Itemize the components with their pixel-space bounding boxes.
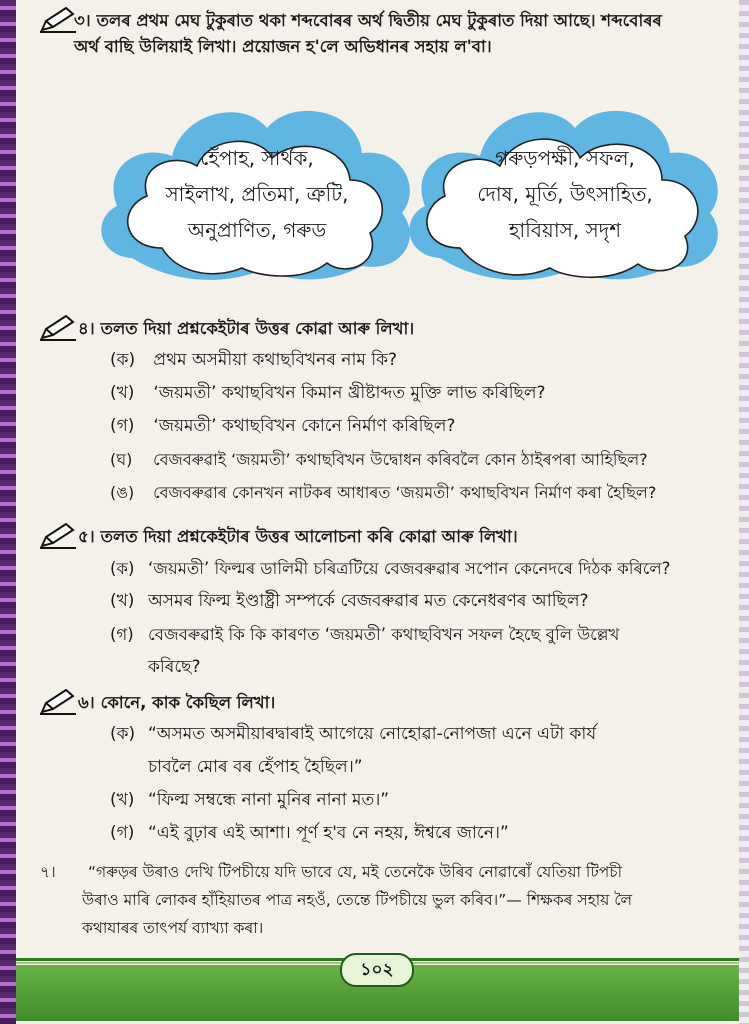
word-cloud-1: [92, 88, 422, 288]
cloud-2-line-2: দোষ, মূৰ্তি, উৎসাহিত,: [477, 182, 653, 206]
question-number: ৬।: [78, 693, 95, 712]
list-item: (ক) ‘জয়মতী’ ফিল্মৰ ডালিমী চৰিত্ৰটিয়ে বেজবৰুৱাৰ সপোন কেনেদৰে দিঠক কৰিলে?: [110, 559, 671, 578]
page-number: ১০২: [340, 953, 414, 987]
list-item: (খ) “ফিল্ম সম্বন্ধে নানা মুনিৰ নানা মত।”: [110, 790, 390, 810]
list-item: চাবলৈ মোৰ বৰ হেঁপাহ হৈছিল।”: [148, 757, 363, 777]
instruction-line-2: অৰ্থ বাছি উলিয়াই লিখা। প্ৰয়োজন হ'লে অভিধানৰ সহায় ল'বা।: [74, 37, 492, 56]
list-item: (খ) অসমৰ ফিল্ম ইণ্ডাষ্ট্ৰী সম্পৰ্কে বেজবৰুৱাৰ মত কেনেধৰণৰ আছিল?: [110, 591, 589, 611]
list-item: (ক) “অসমত অসমীয়াৰদ্বাৰাই আগেয়ে নোহোৱা-নোপজা এনে এটা কাৰ্য: [110, 724, 597, 744]
binding-spine-left: [0, 0, 16, 1024]
pencil-icon: [38, 314, 78, 342]
question-6: [38, 690, 731, 850]
pencil-icon: [38, 522, 78, 550]
question-heading: কোনে, কাক কৈছিল লিখা।: [100, 693, 276, 712]
cloud-1-line-1: হেঁপাহ, সাৰ্থক,: [200, 146, 314, 170]
q7-line-2: উৰাও মাৰি লোকৰ হাঁহিয়াতৰ পাত্ৰ নহওঁ, তেন্তে টিপচীয়ে ভুল কৰিব।”— শিক্ষকৰ সহায় লৈ: [82, 891, 633, 909]
question-heading: তলত দিয়া প্ৰশ্নকেইটাৰ উত্তৰ কোৱা আৰু লিখা।: [100, 319, 415, 338]
q7-line-1: “গৰুড়ৰ উৰাও দেখি টিপচীয়ে যদি ভাবে যে, মই তেনেকৈ উৰিব নোৱাৰোঁ যেতিয়া টিপচী: [88, 863, 623, 881]
question-4: [38, 316, 731, 509]
question-number: ৫।: [78, 527, 95, 546]
question-5: [38, 524, 731, 684]
question-number: ৩।: [74, 11, 91, 30]
list-item: (গ) “এই বুঢ়াৰ এই আশা। পূৰ্ণ হ'ব নে নহয়, ঈশ্বৰে জানে।”: [110, 823, 509, 843]
q7-line-3: কথাযাৰৰ তাৎপৰ্য ব্যাখ্যা কৰা।: [82, 919, 264, 937]
cloud-2-line-1: গৰুড়পক্ষী, সফল,: [495, 146, 635, 170]
instruction-line-1: তলৰ প্ৰথম মেঘ টুকুৰাত থকা শব্দবোৰৰ অৰ্থ দ্বিতীয় মেঘ টুকুৰাত দিয়া আছে। শব্দবোৰৰ: [96, 11, 662, 30]
pencil-icon: [38, 6, 78, 34]
question-number: ৭।: [40, 863, 56, 881]
question-number: ৪।: [78, 319, 95, 338]
question-heading: তলত দিয়া প্ৰশ্নকেইটাৰ উত্তৰ আলোচনা কৰি কোৱা আৰু লিখা।: [100, 527, 518, 546]
list-item: (গ) ‘জয়মতী’ কথাছবিখন কোনে নিৰ্মাণ কৰিছিল?: [110, 416, 456, 436]
list-item: (খ) ‘জয়মতী’ কথাছবিখন কিমান খ্ৰীষ্টাব্দত মুক্তি লাভ কৰিছিল?: [110, 383, 546, 403]
list-item: কৰিছে?: [148, 657, 201, 677]
question-7: [40, 858, 731, 942]
question-3: [38, 8, 731, 60]
cloud-1-line-3: অনুপ্ৰাণিত, গৰুড: [187, 218, 327, 242]
pencil-icon: [38, 688, 78, 716]
list-item: (ক) প্ৰথম অসমীয়া কথাছবিখনৰ নাম কি?: [110, 350, 397, 370]
list-item: (ঙ) বেজবৰুৱাৰ কোনখন নাটকৰ আধাৰত ‘জয়মতী’ কথাছবিখন নিৰ্মাণ কৰা হৈছিল?: [110, 483, 657, 502]
cloud-2-line-3: হাবিয়াস, সদৃশ: [508, 218, 622, 242]
binding-spine-right: [739, 0, 749, 1024]
word-cloud-2: [400, 88, 730, 288]
list-item: (গ) বেজবৰুৱাই কি কি কাৰণত ‘জয়মতী’ কথাছবিখন সফল হৈছে বুলি উল্লেখ: [110, 625, 620, 644]
cloud-1-line-2: সাইলাখ, প্ৰতিমা, ত্ৰুটি,: [165, 182, 349, 206]
list-item: (ঘ) বেজবৰুৱাই ‘জয়মতী’ কথাছবিখন উদ্বোধন কৰিবলৈ কোন ঠাইৰপৰা আহিছিল?: [110, 450, 648, 469]
